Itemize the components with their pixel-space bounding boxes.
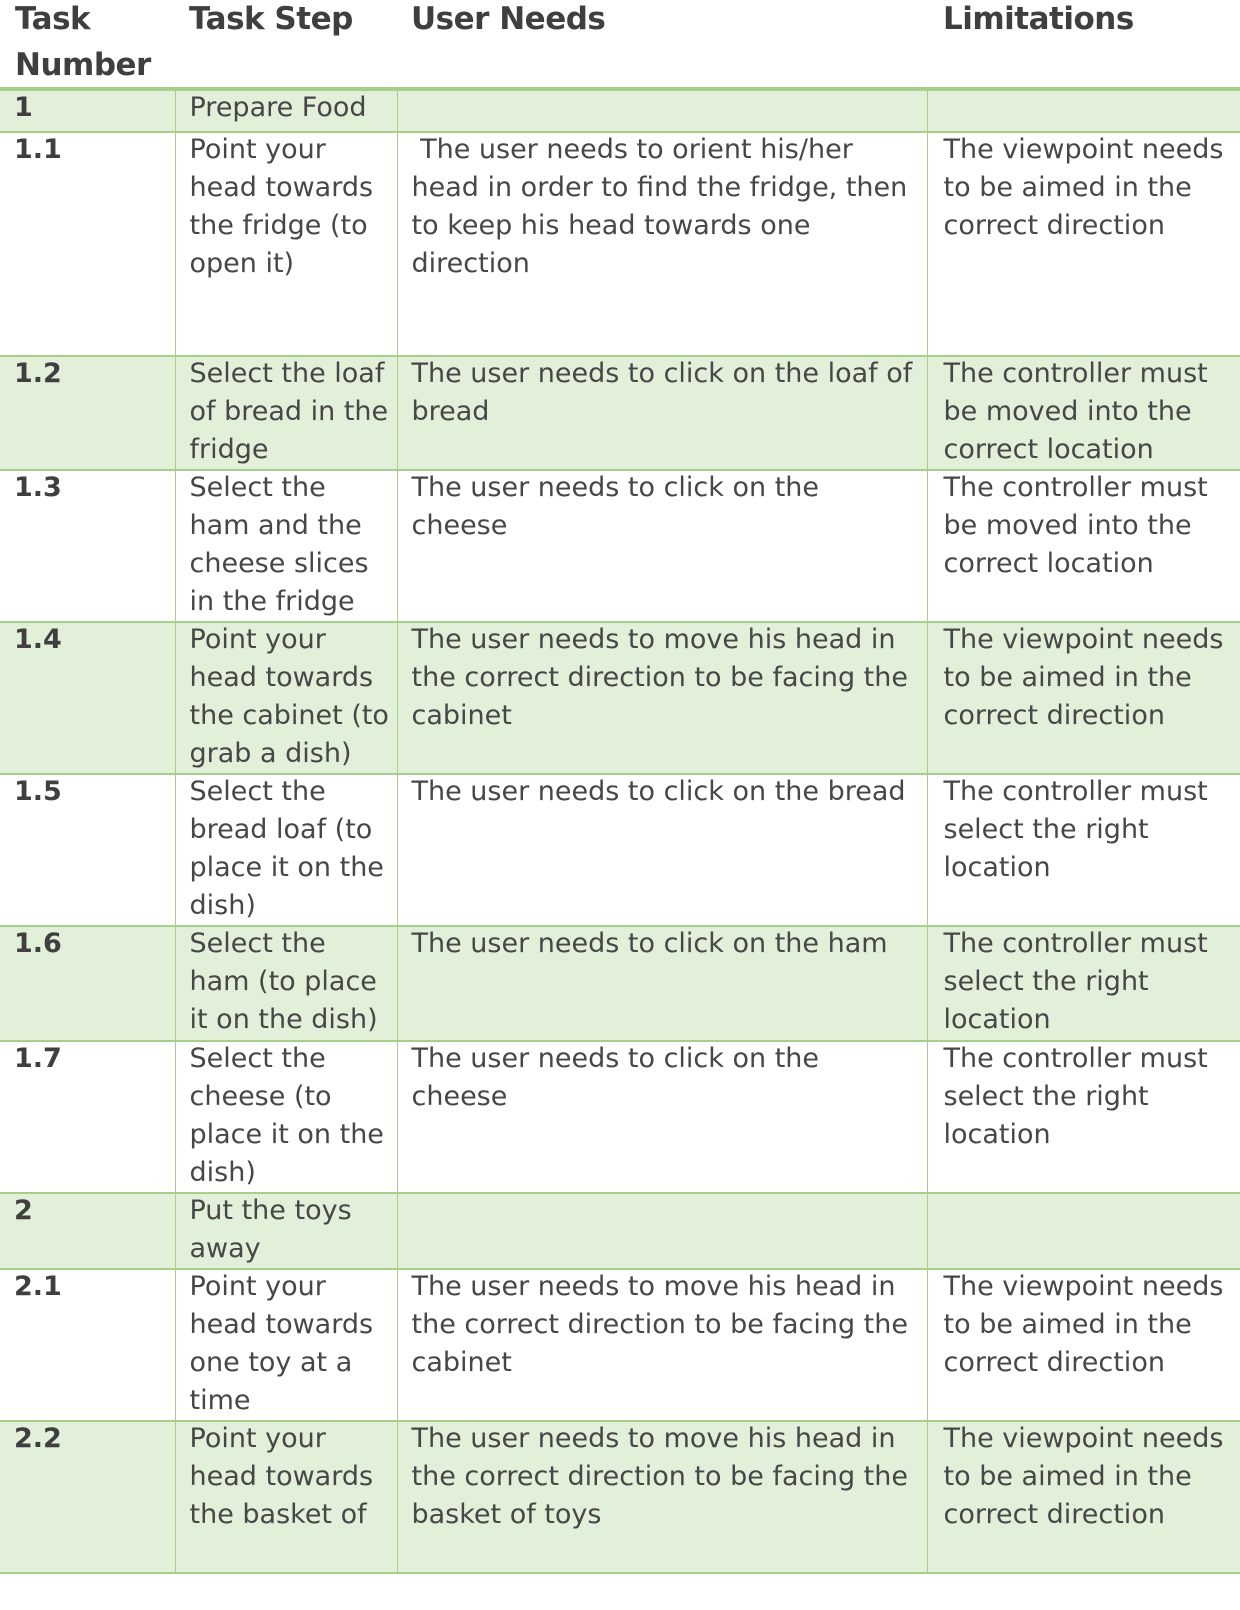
limitations: The controller must be moved into the correct location [943,358,1208,465]
table-header [0,0,1240,88]
task-number: 1.4 [14,624,62,655]
task-number: 1.1 [14,134,62,165]
limitations: The controller must select the right location [943,928,1208,1035]
table-row [0,1421,1240,1573]
limitations: The viewpoint needs to be aimed in the correct direction [943,624,1224,731]
table-row [0,1041,1240,1193]
user-needs: The user needs to move his head in the correct direction to be facing the cabinet [411,1271,908,1378]
user-needs: The user needs to move his head in the correct direction to be facing the basket of toys [411,1423,908,1530]
task-step: Point your head towards one toy at a time [189,1271,374,1416]
task-number: 1 [14,92,33,123]
task-step: Point your head towards the cabinet (to grab a dish) [189,624,389,769]
user-needs: The user needs to click on the loaf of bread [411,358,913,427]
header-user-needs: User Needs [411,1,606,37]
user-needs: The user needs to click on the bread [411,776,906,807]
table-row [0,774,1240,926]
limitations: The viewpoint needs to be aimed in the correct direction [943,134,1224,241]
user-needs: The user needs to click on the cheese [411,1043,820,1112]
task-step: Put the toys away [189,1195,352,1264]
table-row [0,90,1240,132]
limitations: The viewpoint needs to be aimed in the correct direction [943,1423,1224,1530]
task-number: 2.1 [14,1271,62,1302]
task-number: 1.5 [14,776,62,807]
table-row [0,622,1240,774]
task-step: Select the ham and the cheese slices in the fridge [189,472,369,617]
table-row [0,356,1240,470]
limitations: The controller must select the right location [943,1043,1208,1150]
task-number: 1.2 [14,358,62,389]
limitations: The viewpoint needs to be aimed in the correct direction [943,1271,1224,1378]
user-needs: The user needs to click on the ham [411,928,888,959]
header-task-step: Task Step [189,1,353,37]
table-row [0,470,1240,622]
task-step: Point your head towards the basket of [189,1423,374,1530]
table-row [0,1269,1240,1421]
task-number: 2.2 [14,1423,62,1454]
limitations: The controller must select the right location [943,776,1208,883]
task-step: Select the ham (to place it on the dish) [189,928,378,1035]
task-step: Select the bread loaf (to place it on the dish) [189,776,384,921]
header-task-number: Task Number [15,1,151,83]
task-number: 1.3 [14,472,62,503]
user-needs: The user needs to click on the cheese [411,472,820,541]
task-number: 1.6 [14,928,62,959]
task-number: 1.7 [14,1043,62,1074]
user-needs: The user needs to orient his/her head in order to find the fridge, then to keep his head towards one direction [411,134,916,279]
task-table [0,89,1240,1574]
task-number: 2 [14,1195,33,1226]
limitations: The controller must be moved into the correct location [943,472,1208,579]
task-step: Select the loaf of bread in the fridge [189,358,389,465]
user-needs: The user needs to move his head in the correct direction to be facing the cabinet [411,624,908,731]
table-row [0,1193,1240,1269]
table-row [0,132,1240,356]
task-step: Select the cheese (to place it on the dish) [189,1043,384,1188]
header-limitations: Limitations [943,1,1134,37]
task-step: Prepare Food [189,92,367,123]
task-step: Point your head towards the fridge (to open it) [189,134,374,279]
table-row [0,926,1240,1041]
